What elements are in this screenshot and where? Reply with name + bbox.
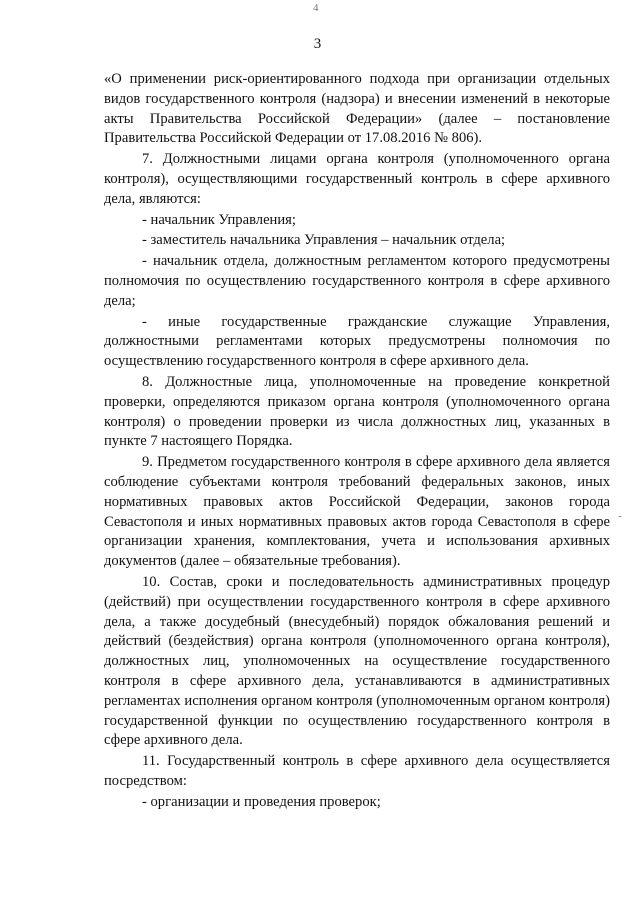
paragraph-item-9: 9. Предметом государственного контроля в сфере архивного дела является соблюдение субъектами контроля требований федеральных законов, иных нормативных правовых актов Российской Федерации, законов города Севастополя и иных нормативных правовых актов города Севастополя в сфере организации хранения, комплектования, учета и использования архивных документов (далее – обязательные требования). (104, 454, 610, 570)
list-item-deputy-head: - заместитель начальника Управления – начальник отдела; (142, 232, 506, 249)
list-item-other-servants: - иные государственные гражданские служащие Управления, должностными регламентами которых предусмотрены полномочия по осуществлению государственного контроля в сфере архивного дела. (104, 313, 610, 370)
paragraph-item-10: 10. Состав, сроки и последовательность административных процедур (действий) при осуществлении государственного контроля в сфере архивного дела, а также досудебный (внесудебный) порядок обжалования решений и действий (бездействия) органа контроля (уполномоченного органа контроля), должностных лиц, уполномоченных на осуществление государственного контроля в сфере архивного дела, устанавливаются в административных регламентах исполнения органом контроля (уполномоченным органом контроля) государственной функции по осуществлению государственного контроля в сфере архивного дела. (104, 573, 610, 749)
paragraph-item-7: 7. Должностными лицами органа контроля (уполномоченного органа контроля), осуществляющими государственный контроль в сфере архивного дела, являются: (104, 151, 610, 207)
document-body (104, 70, 610, 813)
margin-mark: - (618, 510, 622, 522)
paragraph-item-11: 11. Государственный контроль в сфере архивного дела осуществляется посредством: (104, 753, 610, 789)
list-item-inspections: - организации и проведения проверок; (142, 793, 381, 810)
page-number: 3 (313, 36, 322, 52)
list-item-head-of-department: - начальник Управления; (142, 211, 296, 228)
paragraph-continuation: «О применении риск-ориентированного подхода при организации отдельных видов государственного контроля (надзора) и внесении изменений в некоторые акты Правительства Российской Федерации» (далее – постановление Правительства Российской Федерации от 17.08.2016 № 806). (104, 71, 610, 147)
paragraph-item-8: 8. Должностные лица, уполномоченные на проведение конкретной проверки, определяются приказом органа контроля (уполномоченного органа контроля) о проведении проверки из числа должностных лиц, указанных в пункте 7 настоящего Порядка. (104, 373, 610, 450)
list-item-department-head: - начальник отдела, должностным регламентом которого предусмотрены полномочия по осуществлению государственного контроля в сфере архивного дела; (104, 253, 610, 309)
scan-mark: 4 (313, 2, 319, 14)
